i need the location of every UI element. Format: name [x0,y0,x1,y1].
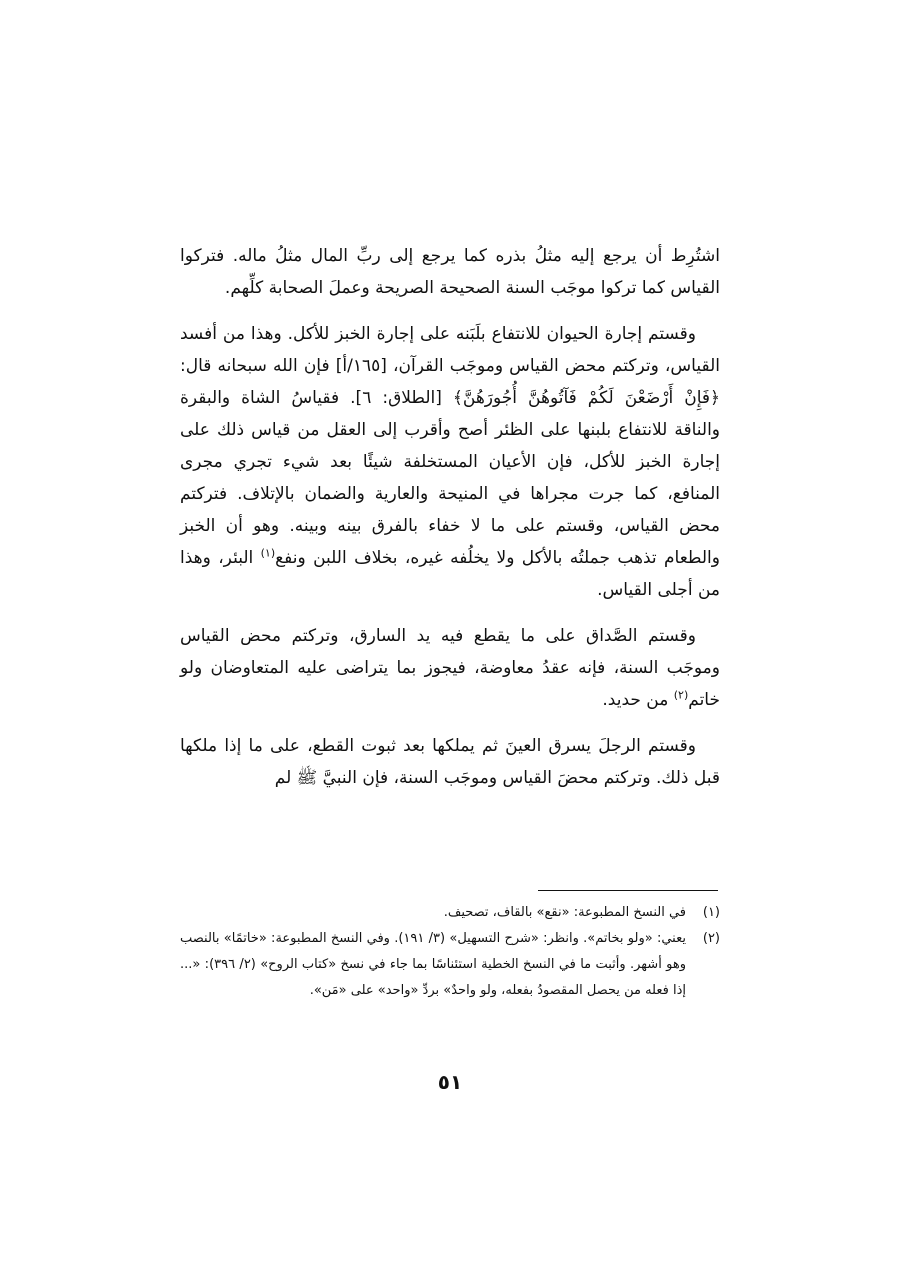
paragraph-3-tail: من حديد. [602,690,674,710]
paragraph-3 [180,620,720,716]
page-number: ٥١ [437,1070,463,1094]
body-text [180,240,720,794]
paragraph-2-text: وقستم إجارة الحيوان للانتفاع بلَبَنه على إجارة الخبز للأكل. وهذا من أفسد القياس، وتركتم محض القياس وموجَب القرآن، [١٦٥/أ] فإن الله سبحانه قال: ﴿فَإِنْ أَرْضَعْنَ لَكُمْ فَآتُوهُنَّ أُجُورَهُنَّ﴾ [الطلاق: ٦]. فقياسُ الشاة والبقرة والناقة للانتفاع بلبنها على الظئر أصح وأقرب إلى العقل من قياس ذلك على إجارة الخبز للأكل، فإن الأعيان المستخلفة شيئًا بعد شيء تجري مجرى المنافع، كما جرت مجراها في المنيحة والعارية والضمان بالإتلاف. فتركتم محض القياس، وقستم على ما لا خفاء بالفرق بينه وبينه. وهو أن الخبز والطعام تذهب جملتُه بالأكل ولا يخلُفه غيره، بخلاف اللبن ونفع [180,324,720,568]
footnote-2-text: يعني: «ولو بخاتم». وانظر: «شرح التسهيل» (٣/ ١٩١). وفي النسخ المطبوعة: «خاتمًا» بالنصب وهو أشهر. وأثبت ما في النسخ الخطية استئناسًا بما جاء في نسخ «كتاب الروح» (٢/ ٣٩٦): «... إذا فعله من يحصل المقصودُ بفعله، ولو واحدٌ» بردِّ «واحد» على «مَن». [180,931,686,998]
footnote-1-text: في النسخ المطبوعة: «نقع» بالقاف، تصحيف. [443,905,686,920]
page-body [180,240,720,808]
paragraph-2 [180,318,720,606]
footnote-1-number: (١) [702,905,720,920]
paragraph-2-tail: البئر، وهذا من أجلى القياس. [180,548,720,600]
footnote-ref-2[interactable]: (٢) [673,688,689,702]
footnote-ref-1[interactable]: (١) [260,546,276,560]
footnote-2 [180,926,720,1004]
paragraph-1 [180,240,720,304]
footnote-2-number: (٢) [702,931,720,946]
footnote-1 [180,900,720,926]
paragraph-1-text: اشتُرِط أن يرجع إليه مثلُ بذره كما يرجع إلى ربِّ المال مثلُ ماله. فتركوا القياس كما تركوا موجَب السنة الصحيحة الصريحة وعملَ الصحابة كلِّهم. [180,246,720,298]
paragraph-4-text: وقستم الرجلَ يسرق العينَ ثم يملكها بعد ثبوت القطع، على ما إذا ملكها قبل ذلك. وتركتم محضَ القياس وموجَب السنة، فإن النبيَّ ﷺ لم [180,736,720,788]
footnote-divider [538,890,718,891]
paragraph-3-text: وقستم الصَّداق على ما يقطع فيه يد السارق، وتركتم محض القياس وموجَب السنة، فإنه عقدُ معاوضة، فيجوز بما يتراضى عليه المتعاوضان ولو خاتم [180,626,720,710]
footnotes [180,900,720,1004]
paragraph-4 [180,730,720,794]
